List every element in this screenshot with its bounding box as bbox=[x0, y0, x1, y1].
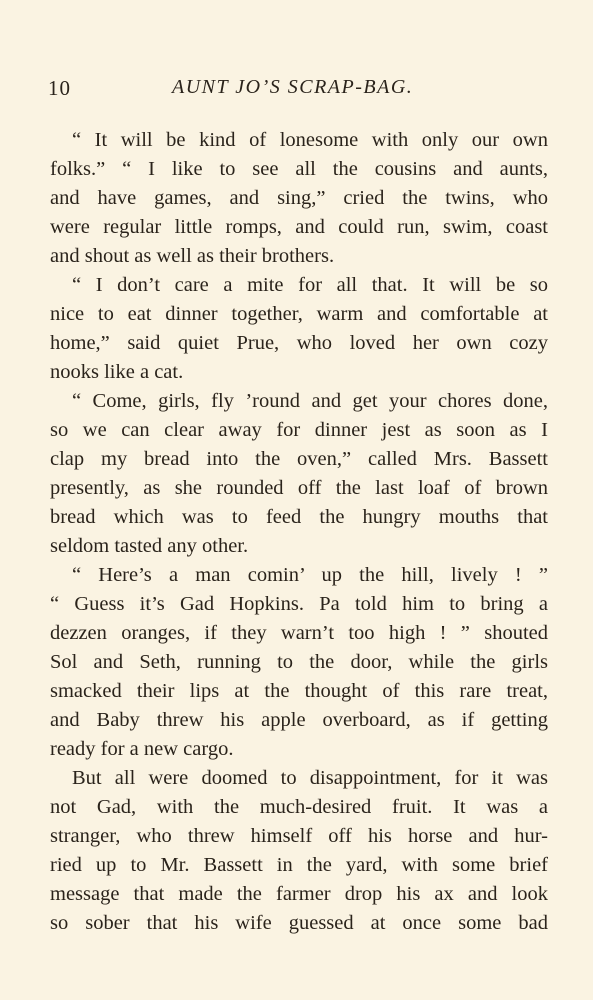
text-line: seldom tasted any other. bbox=[50, 535, 249, 557]
text-line: nice to eat dinner together, warm and comfortable at bbox=[50, 303, 548, 325]
text-line: But all were doomed to disappointment, for it was bbox=[72, 767, 548, 789]
text-line: dezzen oranges, if they warn’t too high ! ” shouted bbox=[50, 622, 548, 644]
text-line: folks.” “ I like to see all the cousins and aunts, bbox=[50, 158, 548, 180]
text-line: were regular little romps, and could run, swim, coast bbox=[50, 216, 548, 238]
text-line: nooks like a cat. bbox=[50, 361, 184, 383]
text-line: so we can clear away for dinner jest as soon as I bbox=[50, 419, 548, 441]
page-number: 10 bbox=[48, 76, 71, 100]
text-line: message that made the farmer drop his ax and look bbox=[50, 883, 548, 905]
text-line: Sol and Seth, running to the door, while the girls bbox=[50, 651, 548, 673]
text-line: presently, as she rounded off the last loaf of brown bbox=[50, 477, 548, 499]
text-line: and have games, and sing,” cried the twins, who bbox=[50, 187, 548, 209]
text-line: smacked their lips at the thought of this rare treat, bbox=[50, 680, 548, 702]
text-line: stranger, who threw himself off his horse and hur- bbox=[50, 825, 548, 847]
text-line: “ Guess it’s Gad Hopkins. Pa told him to bring a bbox=[50, 593, 548, 615]
text-line: ried up to Mr. Bassett in the yard, with some brief bbox=[50, 854, 548, 876]
body-text bbox=[50, 126, 548, 938]
text-line: clap my bread into the oven,” called Mrs. Bassett bbox=[50, 448, 548, 470]
text-line: “ Here’s a man comin’ up the hill, lively ! ” bbox=[72, 564, 548, 586]
text-line: and shout as well as their brothers. bbox=[50, 245, 335, 267]
text-line: not Gad, with the much-desired fruit. It was a bbox=[50, 796, 548, 818]
text-line: home,” said quiet Prue, who loved her own cozy bbox=[50, 332, 548, 354]
text-line: bread which was to feed the hungry mouths that bbox=[50, 506, 548, 528]
text-line: “ Come, girls, fly ’round and get your chores done, bbox=[72, 390, 548, 412]
text-line: “ It will be kind of lonesome with only our own bbox=[72, 129, 548, 151]
text-line: ready for a new cargo. bbox=[50, 738, 234, 760]
text-line: and Baby threw his apple overboard, as if getting bbox=[50, 709, 548, 731]
running-title: AUNT JO’S SCRAP-BAG. bbox=[172, 76, 414, 98]
page-header bbox=[48, 76, 546, 108]
text-line: “ I don’t care a mite for all that. It will be so bbox=[72, 274, 548, 296]
text-line: so sober that his wife guessed at once some bad bbox=[50, 912, 548, 934]
